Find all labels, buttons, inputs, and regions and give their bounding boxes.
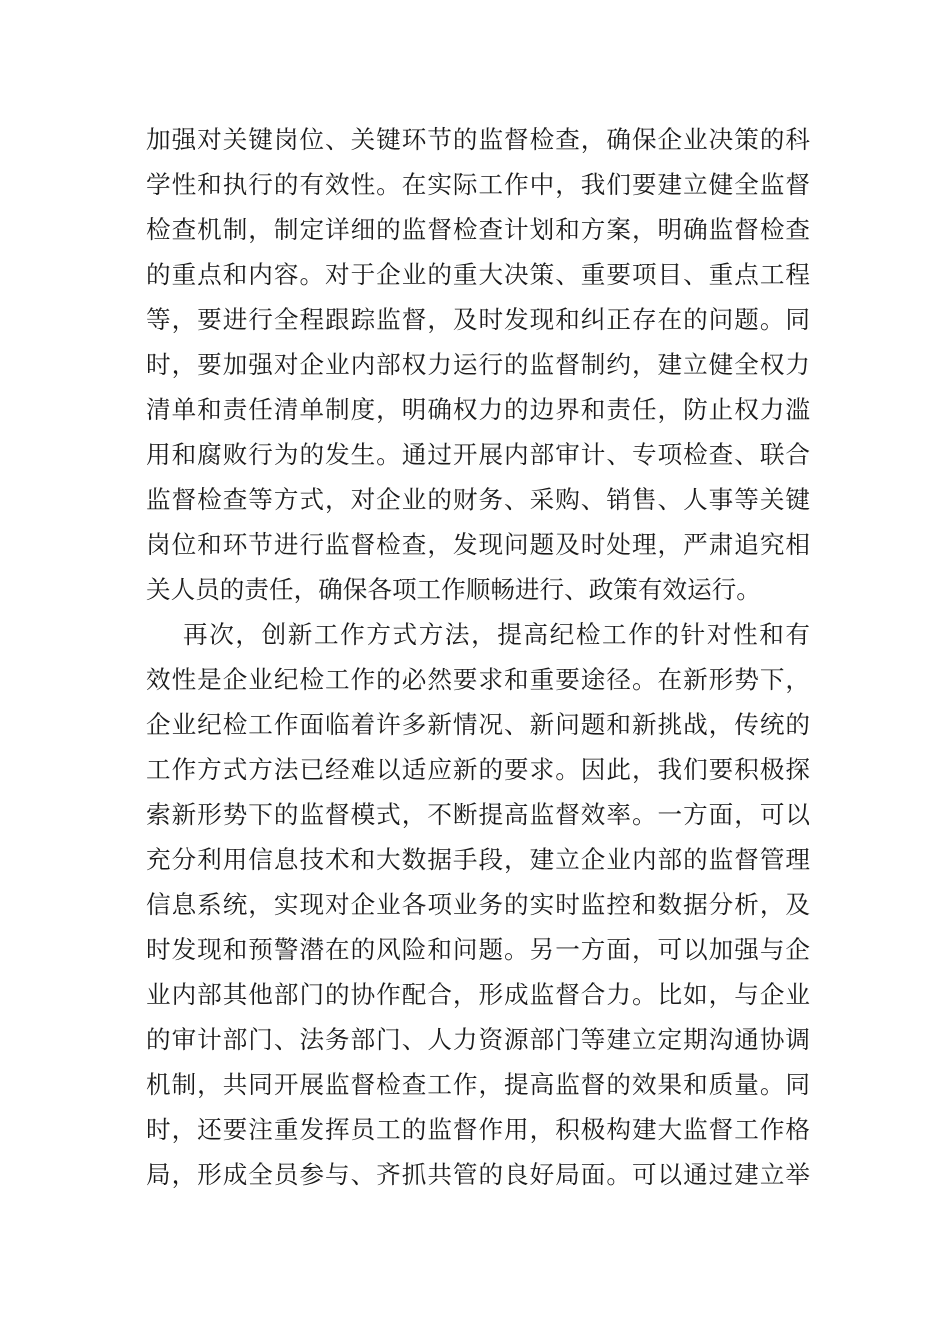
- text-line: 等，要进行全程跟踪监督，及时发现和纠正存在的问题。同: [146, 305, 810, 334]
- text-line: 时，还要注重发挥员工的监督作用，积极构建大监督工作格: [146, 1115, 810, 1144]
- text-line: 局，形成全员参与、齐抓共管的良好局面。可以通过建立举: [146, 1160, 810, 1189]
- paragraph-2: [146, 612, 810, 1197]
- text-line: 工作方式方法已经难以适应新的要求。因此，我们要积极探: [146, 755, 810, 784]
- text-line: 检查机制，制定详细的监督检查计划和方案，明确监督检查: [146, 215, 810, 244]
- text-line: 监督检查等方式，对企业的财务、采购、销售、人事等关键: [146, 485, 810, 514]
- text-line: 岗位和环节进行监督检查，发现问题及时处理，严肃追究相: [146, 530, 810, 559]
- text-line: 的审计部门、法务部门、人力资源部门等建立定期沟通协调: [146, 1025, 810, 1054]
- text-line: 学性和执行的有效性。在实际工作中，我们要建立健全监督: [146, 170, 810, 199]
- text-line: 机制，共同开展监督检查工作，提高监督的效果和质量。同: [146, 1070, 810, 1099]
- text-line: 信息系统，实现对企业各项业务的实时监控和数据分析，及: [146, 890, 810, 919]
- body-text: [146, 117, 810, 1197]
- text-line: 清单和责任清单制度，明确权力的边界和责任，防止权力滥: [146, 395, 810, 424]
- text-line: 索新形势下的监督模式，不断提高监督效率。一方面，可以: [146, 800, 810, 829]
- paragraph-1: [146, 117, 810, 612]
- text-line: 时，要加强对企业内部权力运行的监督制约，建立健全权力: [146, 350, 810, 379]
- text-line: 企业纪检工作面临着许多新情况、新问题和新挑战，传统的: [146, 710, 810, 739]
- text-line: 加强对关键岗位、关键环节的监督检查，确保企业决策的科: [146, 125, 810, 154]
- text-line: 关人员的责任，确保各项工作顺畅进行、政策有效运行。: [146, 575, 761, 604]
- text-line: 再次，创新工作方式方法，提高纪检工作的针对性和有: [183, 620, 810, 649]
- text-line: 用和腐败行为的发生。通过开展内部审计、专项检查、联合: [146, 440, 810, 469]
- text-line: 的重点和内容。对于企业的重大决策、重要项目、重点工程: [146, 260, 810, 289]
- text-line: 效性是企业纪检工作的必然要求和重要途径。在新形势下，: [146, 665, 810, 694]
- text-line: 业内部其他部门的协作配合，形成监督合力。比如，与企业: [146, 980, 810, 1009]
- text-line: 充分利用信息技术和大数据手段，建立企业内部的监督管理: [146, 845, 810, 874]
- text-line: 时发现和预警潜在的风险和问题。另一方面，可以加强与企: [146, 935, 810, 964]
